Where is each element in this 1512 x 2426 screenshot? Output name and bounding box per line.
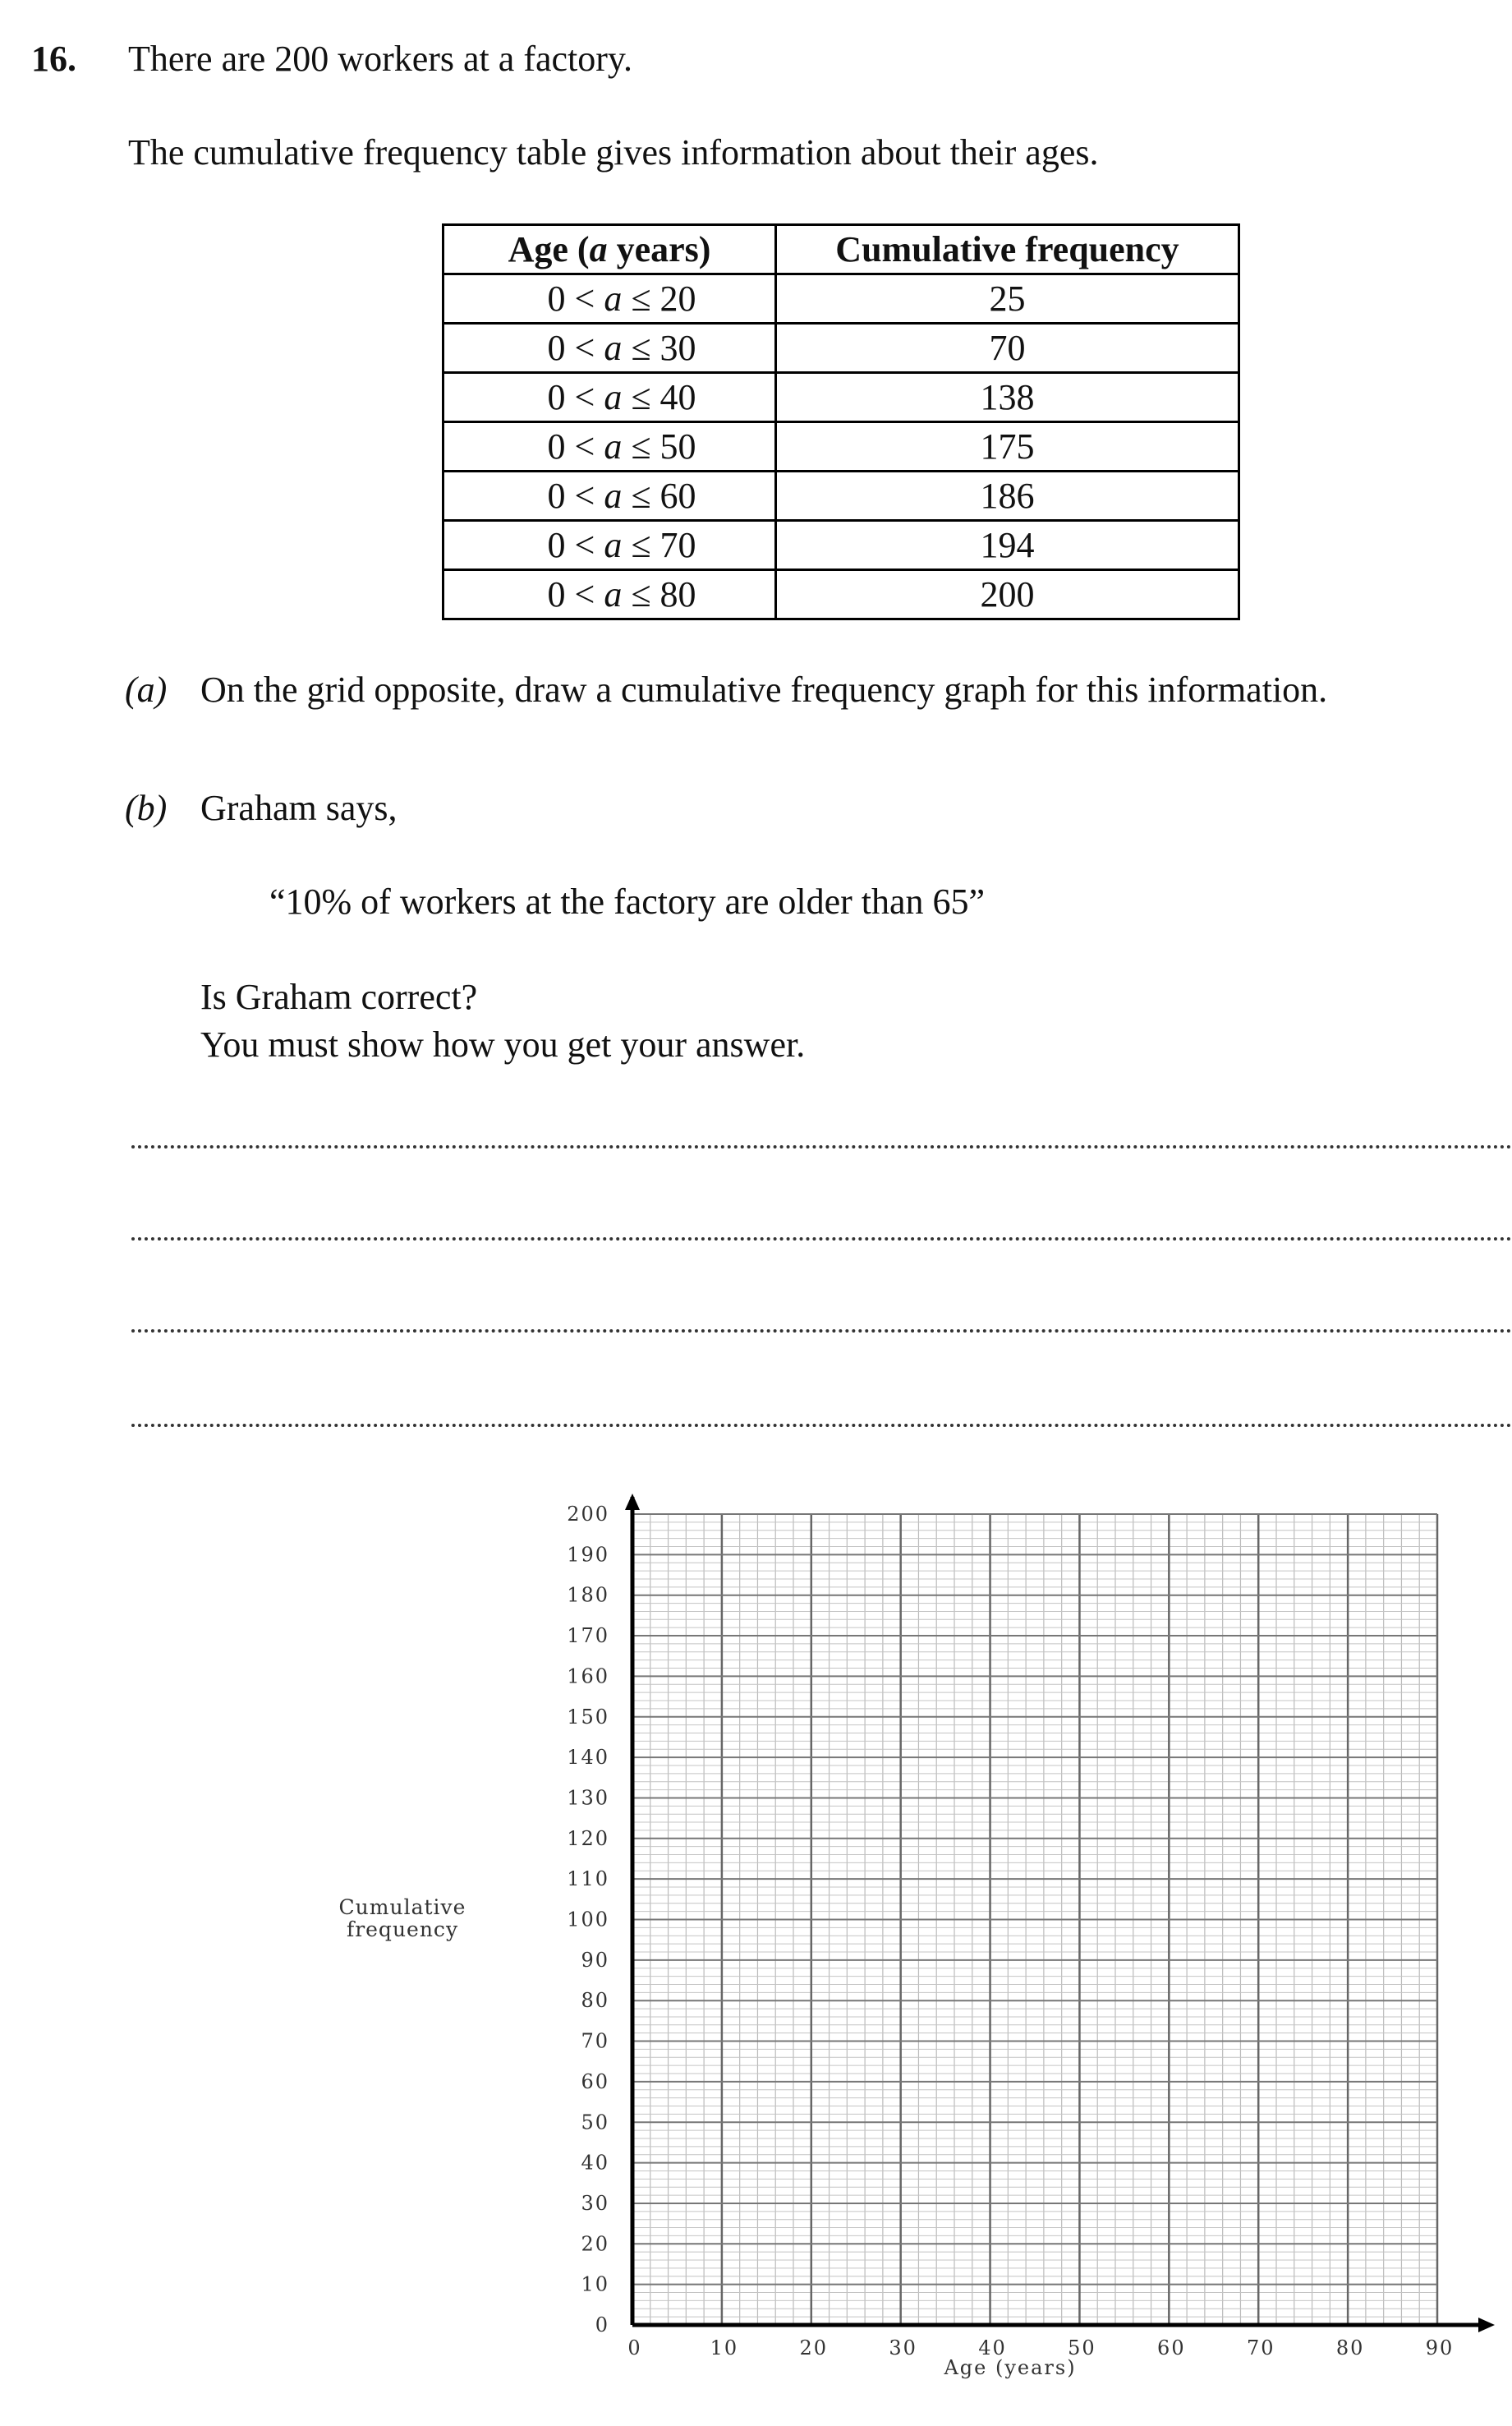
y-tick-label: 150	[567, 1705, 609, 1729]
x-tick-label: 50	[1068, 2336, 1096, 2359]
part-b-label: (b)	[125, 788, 168, 828]
cumulative-frequency-cell: 194	[776, 521, 1239, 570]
y-tick-label: 60	[581, 2069, 609, 2093]
y-tick-label: 0	[595, 2313, 609, 2336]
age-interval-cell: 0 < a ≤ 50	[443, 422, 776, 472]
y-axis-label-line2: frequency	[346, 1917, 459, 1941]
graham-quote: “10% of workers at the factory are older than 65”	[269, 882, 986, 922]
cumulative-frequency-cell: 186	[776, 472, 1239, 521]
x-tick-label: 30	[889, 2336, 917, 2359]
x-tick-label: 80	[1335, 2336, 1365, 2359]
y-tick-label: 20	[581, 2232, 609, 2256]
header-age: Age (a years)	[443, 225, 776, 274]
cumulative-frequency-cell: 25	[776, 274, 1239, 324]
x-tick-label: 70	[1246, 2336, 1275, 2359]
age-interval-cell: 0 < a ≤ 40	[443, 373, 776, 422]
x-axis-arrow	[1478, 2318, 1495, 2332]
cumulative-frequency-cell: 175	[776, 422, 1239, 472]
y-tick-label: 40	[581, 2151, 609, 2175]
age-interval-cell: 0 < a ≤ 20	[443, 274, 776, 324]
y-tick-label: 160	[567, 1664, 609, 1688]
x-tick-label: 20	[799, 2336, 829, 2359]
y-tick-label: 50	[581, 2111, 609, 2134]
age-interval-cell: 0 < a ≤ 70	[443, 521, 776, 570]
y-tick-label: 30	[581, 2191, 609, 2215]
age-interval-cell: 0 < a ≤ 80	[443, 570, 776, 619]
x-tick-label: 60	[1157, 2336, 1186, 2359]
age-interval-cell: 0 < a ≤ 30	[443, 324, 776, 373]
y-tick-label: 190	[567, 1543, 609, 1567]
x-tick-label: 40	[978, 2336, 1007, 2359]
x-tick-label: 0	[627, 2336, 642, 2359]
y-axis-label: Cumulative	[338, 1895, 466, 1919]
x-tick-label: 90	[1425, 2336, 1455, 2359]
y-tick-label: 140	[567, 1746, 609, 1770]
y-tick-label: 100	[567, 1908, 609, 1931]
y-tick-label: 180	[567, 1583, 609, 1607]
y-tick-label: 90	[581, 1948, 609, 1972]
part-b-text: Graham says,	[200, 788, 398, 828]
header-cumulative-frequency: Cumulative frequency	[776, 225, 1239, 274]
part-b-question: Is Graham correct?	[200, 977, 478, 1017]
y-axis-arrow	[625, 1494, 640, 1510]
y-tick-label: 70	[581, 2029, 609, 2053]
question-intro: There are 200 workers at a factory.	[128, 39, 633, 79]
y-tick-label: 200	[567, 1503, 609, 1526]
y-tick-label: 130	[567, 1786, 609, 1810]
cumulative-frequency-cell: 70	[776, 324, 1239, 373]
y-tick-label: 120	[567, 1826, 609, 1850]
cumulative-frequency-cell: 200	[776, 570, 1239, 619]
x-tick-label: 10	[710, 2336, 739, 2359]
y-tick-label: 80	[581, 1989, 609, 2013]
cumulative-frequency-cell: 138	[776, 373, 1239, 422]
table-intro: The cumulative frequency table gives information about their ages.	[128, 132, 1099, 173]
y-tick-label: 110	[567, 1867, 609, 1891]
part-b-instruction: You must show how you get your answer.	[200, 1024, 806, 1065]
part-a-text: On the grid opposite, draw a cumulative frequency graph for this information.	[200, 670, 1328, 710]
y-tick-label: 10	[581, 2272, 609, 2296]
x-axis-label: Age (years)	[944, 2356, 1077, 2379]
age-interval-cell: 0 < a ≤ 60	[443, 472, 776, 521]
y-tick-label: 170	[567, 1624, 609, 1648]
question-number: 16.	[31, 39, 76, 79]
part-a-label: (a)	[125, 670, 168, 710]
